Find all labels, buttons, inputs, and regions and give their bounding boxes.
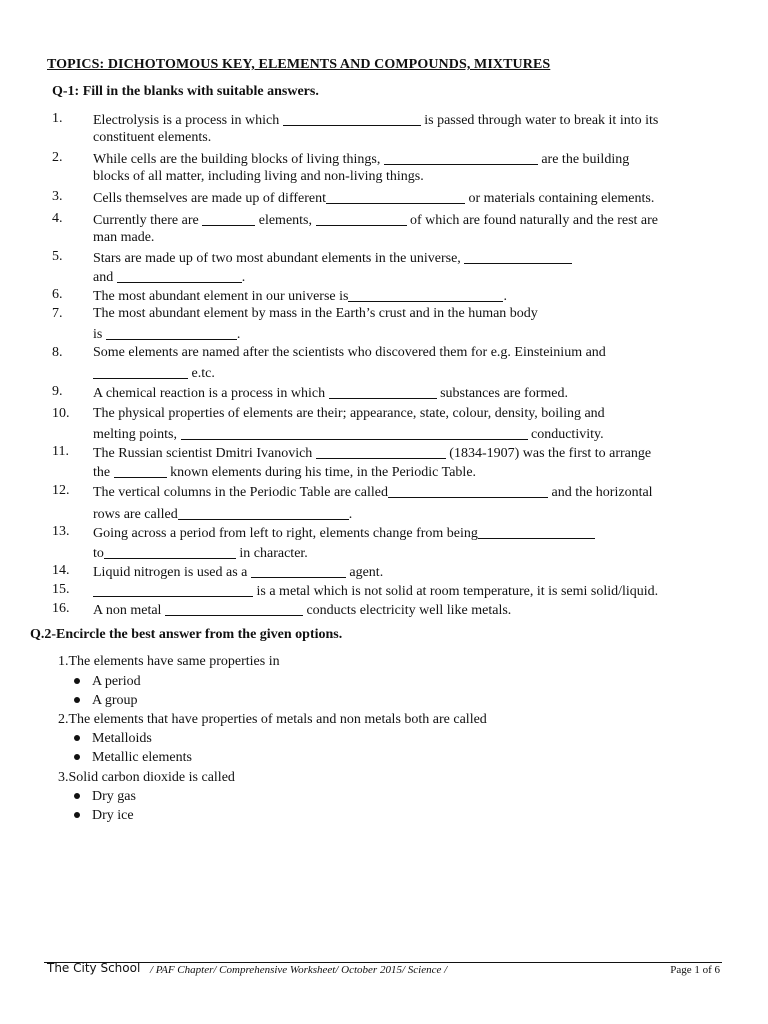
question-2-heading: Q.2-Encircle the best answer from the given options. — [30, 627, 343, 642]
mcq-question: 3.Solid carbon dioxide is called — [58, 770, 235, 785]
worksheet-title: TOPICS: DICHOTOMOUS KEY, ELEMENTS AND COMPOUNDS, MIXTURES — [47, 57, 551, 72]
answer-blank[interactable] — [104, 544, 236, 559]
answer-blank[interactable] — [165, 601, 303, 616]
answer-blank[interactable] — [316, 211, 407, 226]
answer-blank[interactable] — [117, 268, 242, 283]
bullet-icon — [74, 697, 80, 703]
answer-blank[interactable] — [251, 563, 346, 578]
mcq-option[interactable]: A group — [74, 693, 138, 709]
answer-blank[interactable] — [384, 150, 538, 165]
bullet-icon — [74, 678, 80, 684]
answer-blank[interactable] — [478, 524, 595, 539]
mcq-question: 2.The elements that have properties of metals and non metals both are called — [58, 712, 487, 727]
answer-blank[interactable] — [106, 325, 237, 340]
answer-blank[interactable] — [326, 189, 465, 204]
answer-blank[interactable] — [283, 111, 421, 126]
school-name: The City School — [47, 961, 141, 975]
answer-blank[interactable] — [329, 384, 437, 399]
bullet-icon — [74, 735, 80, 741]
mcq-question: 1.The elements have same properties in — [58, 654, 280, 669]
answer-blank[interactable] — [93, 582, 253, 597]
answer-blank[interactable] — [348, 287, 503, 302]
bullet-icon — [74, 793, 80, 799]
answer-blank[interactable] — [93, 364, 188, 379]
answer-blank[interactable] — [114, 463, 167, 478]
answer-blank[interactable] — [464, 249, 572, 264]
bullet-icon — [74, 812, 80, 818]
answer-blank[interactable] — [388, 483, 548, 498]
mcq-option[interactable]: Dry gas — [74, 789, 136, 805]
mcq-option[interactable]: A period — [74, 674, 141, 690]
answer-blank[interactable] — [202, 211, 255, 226]
mcq-option[interactable]: Metallic elements — [74, 750, 192, 766]
bullet-icon — [74, 754, 80, 760]
question-1-heading: Q-1: Fill in the blanks with suitable answers. — [52, 84, 319, 99]
answer-blank[interactable] — [316, 444, 446, 459]
mcq-option[interactable]: Metalloids — [74, 731, 152, 747]
mcq-option[interactable]: Dry ice — [74, 808, 134, 824]
page-number: Page 1 of 6 — [670, 964, 720, 976]
answer-blank[interactable] — [181, 425, 528, 440]
page-footer — [44, 961, 722, 976]
answer-blank[interactable] — [178, 505, 349, 520]
document-path: / PAF Chapter/ Comprehensive Worksheet/ October 2015/ Science / — [150, 964, 448, 976]
